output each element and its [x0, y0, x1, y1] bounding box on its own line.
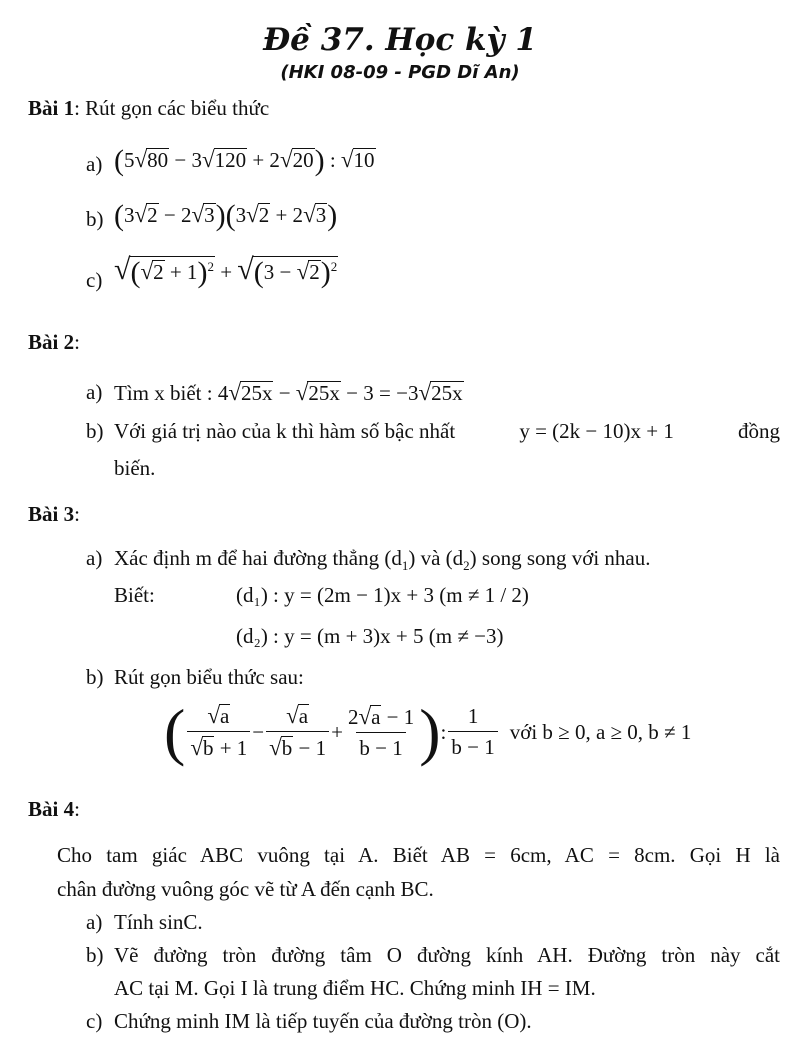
- bai2-a-text: Tìm x biết :: [114, 381, 213, 405]
- bai3-b-text: Rút gọn biểu thức sau:: [114, 665, 304, 689]
- bai3-d2-equation: (d₂) : y = (m + 3)x + 5 (m ≠ −3): [236, 624, 504, 648]
- bai1-heading: Bài 1: [28, 96, 75, 120]
- bai4-b-text1: Vẽ đường tròn đường tâm O đường kính AH. Đường tròn này cắt: [114, 943, 780, 967]
- bai4-colon: :: [74, 797, 80, 821]
- bai4-a-text: Tính sinC.: [114, 910, 203, 934]
- bai3-heading: Bài 3: [28, 502, 75, 526]
- bai2-b-line1: [114, 419, 780, 444]
- bai3-a-text-mid: ) và (d: [408, 546, 464, 570]
- bai3-b-expression: ( $\frac{√a}{√b + 1}$ − $\frac{√a}{√b - 1}$ + $\frac{2√a - 1}{b - 1}$ ) : $\frac{1}{b - 1}$ với b ≥ 0, a ≥ 0, b ≠ 1: [164, 696, 692, 767]
- bai3-a-text2: ) song song với nhau.: [469, 546, 651, 570]
- bai3-a-line: Xác định m để hai đường thẳng $(d_1)$ và $(d_2)$ song song với nhau.: [114, 546, 651, 574]
- bai1-b-label: b): [86, 207, 104, 231]
- bai4-c-label: c): [86, 1009, 103, 1033]
- bai2-a-label: a): [86, 380, 103, 404]
- bai2-b-text2: đồng: [738, 419, 780, 443]
- bai4-a-label: a): [86, 910, 103, 934]
- bai3-colon: :: [74, 502, 80, 526]
- bai3-b-condition: với b ≥ 0, a ≥ 0, b ≠ 1: [509, 719, 692, 744]
- bai3-biet-label: Biết:: [114, 583, 155, 607]
- bai2-b-text3: biến.: [114, 456, 156, 480]
- bai4-line: [28, 797, 80, 822]
- bai1-c-label: c): [86, 268, 103, 292]
- bai1-intro: : Rút gọn các biểu thức: [74, 96, 270, 120]
- bai2-heading: Bài 2: [28, 330, 75, 354]
- bai4-c-text: Chứng minh IM là tiếp tuyến của đường tròn (O).: [114, 1009, 532, 1033]
- bai1-b-expression: (3√2 − 2√3)(3√2 + 2√3): [114, 199, 338, 232]
- bai2-b-text1: Với giá trị nào của k thì hàm số bậc nhất: [114, 419, 456, 443]
- page-subtitle: (HKI 08-09 - PGD Dĩ An): [280, 62, 520, 83]
- bai3-a-label: a): [86, 546, 103, 570]
- bai1-line: [28, 96, 269, 121]
- bai4-paragraph-line1: Cho tam giác ABC vuông tại A. Biết AB = 6cm, AC = 8cm. Gọi H là: [57, 843, 780, 867]
- bai2-b-formula: y = (2k − 10)x + 1: [519, 419, 674, 443]
- bai4-b-label: b): [86, 943, 104, 967]
- bai2-line: [28, 330, 80, 355]
- bai2-a-equation: 4√25x − √25x − 3 = −3√25x: [217, 380, 463, 405]
- bai4-paragraph-line2: chân đường vuông góc vẽ từ A đến cạnh BC.: [57, 877, 434, 901]
- bai1-a-expression: (5√80 − 3√120 + 2√20) : √10: [114, 144, 375, 177]
- bai2-a-line: [114, 380, 464, 406]
- bai1-c-expression: $√(√2 + 1)^2 + √(3 - √2)^2$: [114, 253, 338, 289]
- bai4-b-text2: AC tại M. Gọi I là trung điểm HC. Chứng minh IH = IM.: [114, 976, 596, 1000]
- bai3-line: [28, 502, 80, 527]
- bai3-a-text1: Xác định m để hai đường thẳng (d: [114, 546, 402, 570]
- bai2-colon: :: [74, 330, 80, 354]
- bai3-b-label: b): [86, 665, 104, 689]
- page-title: Đề 37. Học kỳ 1: [263, 22, 537, 58]
- bai1-a-label: a): [86, 152, 103, 176]
- bai2-b-label: b): [86, 419, 104, 443]
- bai3-d1-equation: (d₁) : y = (2m − 1)x + 3 (m ≠ 1 / 2): [236, 583, 529, 607]
- bai4-heading: Bài 4: [28, 797, 75, 821]
